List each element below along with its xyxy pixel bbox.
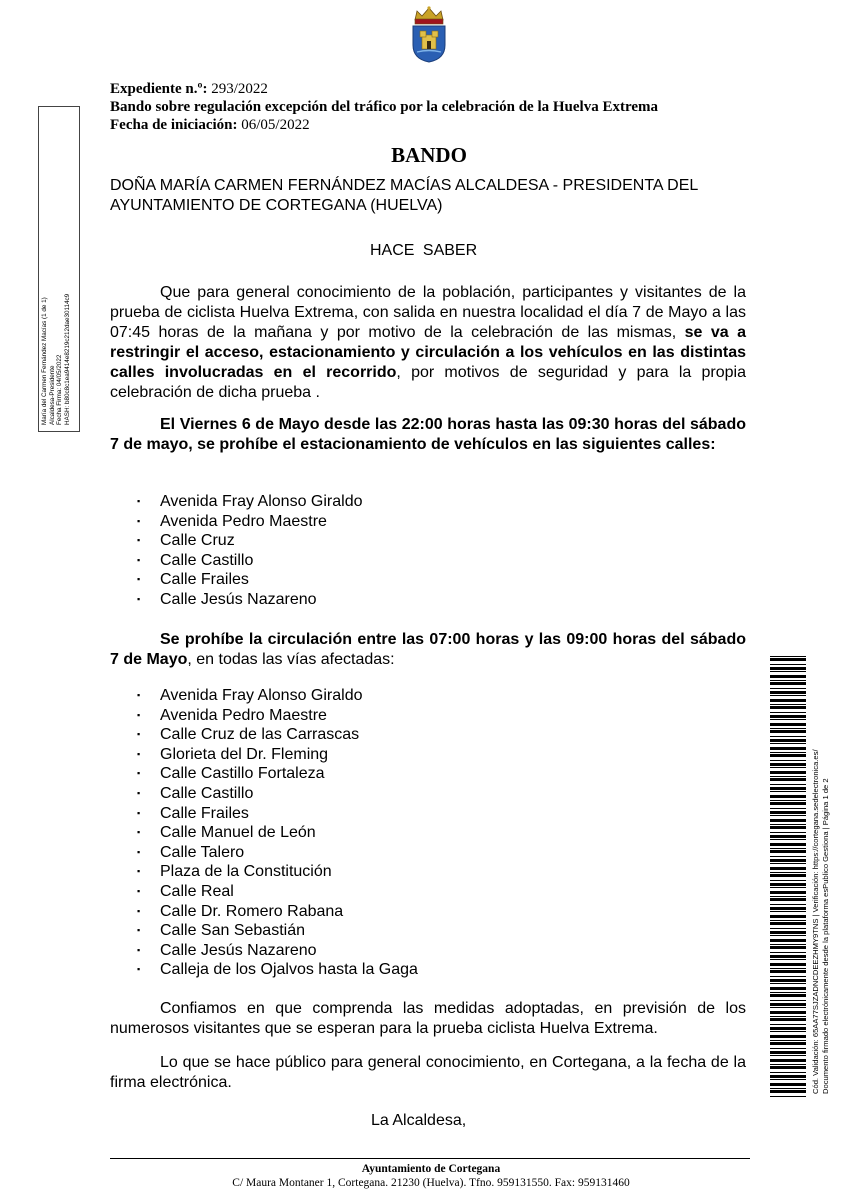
street-name: Avenida Pedro Maestre bbox=[160, 706, 327, 724]
bullet-icon: ▪ bbox=[137, 807, 141, 818]
intro-text-2: , por motivos de seguridad y para la propia celebración de dicha prueba . bbox=[110, 364, 746, 401]
street-name: Avenida Fray Alonso Giraldo bbox=[160, 493, 363, 510]
barcode-bar bbox=[770, 808, 806, 809]
bullet-icon: ▪ bbox=[137, 768, 141, 779]
barcode-bar bbox=[770, 1075, 806, 1078]
bullet-icon: ▪ bbox=[137, 748, 141, 759]
barcode-bar bbox=[770, 819, 806, 822]
street-name: Calle Castillo bbox=[160, 784, 254, 802]
footer-organization: Ayuntamiento de Cortegana bbox=[361, 1163, 501, 1175]
footer-address: C/ Maura Montaner 1, Cortegana. 21230 (Huelva). Tfno. 959131550. Fax: 959131460 bbox=[232, 1177, 630, 1189]
document-header bbox=[110, 80, 658, 134]
stamp-hash: HASH: b80c8c1ea9414e8219c212dae30114c9 bbox=[63, 293, 71, 425]
document-title: BANDO bbox=[391, 143, 467, 167]
barcode-bar bbox=[770, 843, 806, 846]
street-name: Calle Cruz de las Carrascas bbox=[160, 726, 360, 744]
barcode-bar bbox=[770, 959, 806, 960]
bullet-icon: ▪ bbox=[137, 515, 141, 526]
barcode-bar bbox=[770, 839, 806, 840]
barcode-bar bbox=[770, 928, 806, 929]
barcode-bar bbox=[770, 832, 806, 833]
signature: La Alcaldesa, bbox=[371, 1112, 467, 1129]
circulation-notice-rest: , en todas las vías afectadas: bbox=[187, 651, 395, 668]
barcode-bar bbox=[770, 752, 806, 753]
street-list-item bbox=[136, 823, 418, 843]
barcode-bar bbox=[770, 874, 806, 877]
barcode-icon bbox=[770, 656, 806, 1099]
barcode-bar bbox=[770, 776, 806, 777]
barcode-bar bbox=[770, 1083, 806, 1086]
barcode-bar bbox=[770, 1079, 806, 1080]
barcode-bar bbox=[770, 1066, 806, 1069]
barcode-bar bbox=[770, 712, 806, 713]
barcode-bar bbox=[770, 867, 806, 870]
bullet-icon: ▪ bbox=[137, 554, 141, 565]
bullet-icon: ▪ bbox=[137, 574, 141, 585]
barcode-bar bbox=[770, 835, 806, 838]
street-name: Calle Castillo bbox=[160, 551, 254, 569]
barcode-bar bbox=[770, 767, 806, 768]
street-list-item bbox=[136, 551, 362, 571]
barcode-bar bbox=[770, 1000, 806, 1001]
street-name: Calle Castillo Fortaleza bbox=[160, 765, 325, 783]
barcode-bar bbox=[770, 848, 806, 849]
barcode-bar bbox=[770, 728, 806, 729]
barcode-bar bbox=[770, 1007, 806, 1008]
barcode-bar bbox=[770, 1064, 806, 1065]
barcode-bar bbox=[770, 859, 806, 862]
barcode-bar bbox=[770, 747, 806, 750]
barcode-bar bbox=[770, 1035, 806, 1038]
barcode-bar bbox=[770, 739, 806, 742]
barcode-bar bbox=[770, 955, 806, 958]
barcode-bar bbox=[770, 815, 806, 816]
expediente-line bbox=[110, 80, 658, 98]
barcode-bar bbox=[770, 1059, 806, 1062]
barcode-bar bbox=[770, 664, 806, 665]
barcode-bar bbox=[770, 891, 806, 894]
barcode-bar bbox=[770, 1051, 806, 1054]
bullet-icon: ▪ bbox=[137, 866, 141, 877]
barcode-bar bbox=[770, 863, 806, 864]
barcode-bar bbox=[770, 667, 806, 670]
signature-stamp-box bbox=[38, 106, 80, 432]
barcode-bar bbox=[770, 1018, 806, 1021]
barcode-bar bbox=[770, 704, 806, 705]
stamp-date: Fecha Firma: 04/05/2022 bbox=[56, 354, 63, 425]
barcode-bar bbox=[770, 970, 806, 973]
street-name: Calle Cruz bbox=[160, 532, 235, 550]
barcode-bar bbox=[770, 771, 806, 774]
barcode-bar bbox=[770, 1016, 806, 1017]
intro-text-bold: se va a restringir el acceso, estacionamiento y circulación a los vehículos en las distintas calles involucradas en el recorrido bbox=[110, 324, 747, 381]
street-list-item bbox=[136, 706, 418, 726]
bullet-icon: ▪ bbox=[137, 593, 141, 604]
barcode-bar bbox=[770, 1040, 806, 1041]
bullet-icon: ▪ bbox=[137, 496, 141, 506]
barcode-bar bbox=[770, 1003, 806, 1006]
street-name: Calle Manuel de León bbox=[160, 824, 316, 842]
barcode-bar bbox=[770, 763, 806, 766]
barcode-bar bbox=[770, 1072, 806, 1073]
barcode-bar bbox=[770, 922, 806, 925]
barcode-bar bbox=[770, 898, 806, 901]
barcode-bar bbox=[770, 675, 806, 678]
barcode-bar bbox=[770, 850, 806, 853]
bullet-icon: ▪ bbox=[137, 944, 141, 955]
barcode-bar bbox=[770, 920, 806, 921]
stamp-signer: María del Carmen Fernández Macías (1 de 1) bbox=[41, 297, 48, 425]
barcode-bar bbox=[770, 992, 806, 993]
street-list-item bbox=[136, 921, 418, 941]
intro-text-1: Que para general conocimiento de la población, participantes y visitantes de la prueba de ciclista Huelva Extrema, con salida en nuestra localidad el día 7 de Mayo a las 07:45 horas de la mañana y por motivo de la celebración de las mismas, bbox=[110, 284, 746, 341]
barcode-bar bbox=[770, 695, 806, 696]
barcode-bar bbox=[770, 778, 806, 781]
bullet-icon: ▪ bbox=[137, 905, 141, 916]
street-list-item bbox=[136, 725, 418, 745]
barcode-bar bbox=[770, 1096, 806, 1097]
barcode-bar bbox=[770, 743, 806, 744]
barcode-bar bbox=[770, 931, 806, 934]
closing-paragraph-1: Confiamos en que comprenda las medidas adoptadas, en previsión de los numerosos visitantes que se esperan para la prueba ciclista Huelva Extrema. bbox=[110, 1000, 746, 1037]
barcode-bar bbox=[770, 811, 806, 814]
barcode-bar bbox=[770, 1048, 806, 1049]
bullet-icon: ▪ bbox=[137, 535, 141, 546]
verification-text bbox=[811, 654, 831, 1094]
barcode-bar bbox=[770, 658, 806, 661]
street-name: Avenida Pedro Maestre bbox=[160, 512, 327, 530]
barcode-bar bbox=[770, 987, 806, 990]
street-name: Calle Frailes bbox=[160, 804, 249, 822]
barcode-bar bbox=[770, 730, 806, 733]
bullet-icon: ▪ bbox=[137, 846, 141, 857]
barcode-bar bbox=[770, 719, 806, 720]
barcode-bar bbox=[770, 915, 806, 918]
street-list-item bbox=[136, 784, 418, 804]
barcode-bar bbox=[770, 907, 806, 910]
street-name: Calle Dr. Romero Rabana bbox=[160, 902, 344, 920]
barcode-bar bbox=[770, 904, 806, 905]
barcode-bar bbox=[770, 1024, 806, 1025]
street-list-item bbox=[136, 843, 418, 863]
street-name: Calleja de los Ojalvos hasta la Gaga bbox=[160, 961, 418, 979]
barcode-bar bbox=[770, 826, 806, 829]
street-name: Calle Jesús Nazareno bbox=[160, 590, 317, 608]
bullet-icon: ▪ bbox=[137, 690, 141, 700]
street-list-item bbox=[136, 686, 418, 706]
barcode-bar bbox=[770, 760, 806, 761]
barcode-bar bbox=[770, 754, 806, 757]
barcode-bar bbox=[770, 968, 806, 969]
street-list-item bbox=[136, 960, 418, 980]
barcode-bar bbox=[770, 1042, 806, 1045]
barcode-bar bbox=[770, 706, 806, 709]
street-list-item bbox=[136, 764, 418, 784]
closing-paragraph-2: Lo que se hace público para general conocimiento, en Cortegana, a la fecha de la firma electrónica. bbox=[110, 1054, 746, 1091]
street-name: Calle Real bbox=[160, 882, 234, 900]
street-list-item bbox=[136, 531, 362, 551]
barcode-bar bbox=[770, 680, 806, 681]
barcode-bar bbox=[770, 691, 806, 694]
bullet-icon: ▪ bbox=[137, 885, 141, 896]
barcode-bar bbox=[770, 824, 806, 825]
street-list-item bbox=[136, 745, 418, 765]
bullet-icon: ▪ bbox=[137, 925, 141, 936]
barcode-bar bbox=[770, 715, 806, 718]
verification-code: Cód. Validación: 65AA77SJZADNCDEEZHMY9TNS | Verificación: https://cortegana.sedelectronica.es/ bbox=[811, 749, 820, 1094]
barcode-bar bbox=[770, 656, 806, 657]
verification-platform: Documento firmado electrónicamente desde la plataforma esPublico Gestiona | Página 1 de 2 bbox=[821, 778, 830, 1094]
barcode-bar bbox=[770, 1055, 806, 1056]
barcode-bar bbox=[770, 723, 806, 726]
barcode-bar bbox=[770, 979, 806, 982]
bullet-icon: ▪ bbox=[137, 827, 141, 838]
street-name: Plaza de la Constitución bbox=[160, 863, 332, 881]
barcode-bar bbox=[770, 887, 806, 888]
street-list-item bbox=[136, 590, 362, 610]
barcode-bar bbox=[770, 983, 806, 984]
street-list-item bbox=[136, 941, 418, 961]
stamp-role: Alcaldesa-Presidente bbox=[48, 365, 56, 425]
bullet-icon: ▪ bbox=[137, 709, 141, 720]
barcode-bar bbox=[770, 939, 806, 942]
expediente-value: 293/2022 bbox=[211, 81, 268, 97]
barcode-bar bbox=[770, 688, 806, 689]
coat-of-arms-icon bbox=[409, 5, 449, 63]
fecha-label: Fecha de iniciación: bbox=[110, 117, 238, 133]
street-name: Calle Frailes bbox=[160, 571, 249, 589]
official-heading: DOÑA MARÍA CARMEN FERNÁNDEZ MACÍAS ALCALDESA - PRESIDENTA DEL AYUNTAMIENTO DE CORTEGANA (HUELVA) bbox=[110, 177, 698, 214]
barcode-bar bbox=[770, 682, 806, 685]
barcode-bar bbox=[770, 699, 806, 702]
street-list-item bbox=[136, 882, 418, 902]
barcode-bar bbox=[770, 952, 806, 953]
fecha-line bbox=[110, 116, 658, 134]
barcode-bar bbox=[770, 795, 806, 798]
street-name: Calle Talero bbox=[160, 843, 245, 861]
barcode-bar bbox=[770, 994, 806, 997]
street-name: Calle San Sebastián bbox=[160, 922, 305, 940]
parking-notice: El Viernes 6 de Mayo desde las 22:00 horas hasta las 09:30 horas del sábado 7 de mayo, se prohíbe el estacionamiento de vehículos en las siguientes calles: bbox=[110, 416, 746, 453]
circulation-notice-bold: Se prohíbe la circulación entre las 07:00 horas y las 09:00 horas del sábado 7 de Mayo bbox=[110, 631, 746, 668]
barcode-bar bbox=[770, 896, 806, 897]
barcode-bar bbox=[770, 1088, 806, 1089]
barcode-bar bbox=[770, 976, 806, 977]
street-list-item bbox=[136, 570, 362, 590]
barcode-bar bbox=[770, 944, 806, 945]
barcode-bar bbox=[770, 911, 806, 912]
barcode-bar bbox=[770, 935, 806, 936]
hace-saber: HACE SABER bbox=[370, 242, 478, 259]
barcode-bar bbox=[770, 1027, 806, 1030]
bullet-icon: ▪ bbox=[137, 729, 141, 740]
barcode-bar bbox=[770, 946, 806, 949]
barcode-bar bbox=[770, 671, 806, 672]
barcode-bar bbox=[770, 872, 806, 873]
circulation-notice bbox=[110, 630, 746, 670]
street-list-item bbox=[136, 902, 418, 922]
barcode-bar bbox=[770, 791, 806, 792]
street-list-item bbox=[136, 512, 362, 532]
bullet-icon: ▪ bbox=[137, 787, 141, 798]
signature-stamp-text bbox=[41, 105, 71, 425]
street-list-item bbox=[136, 804, 418, 824]
barcode-bar bbox=[770, 963, 806, 966]
barcode-bar bbox=[770, 787, 806, 790]
street-name: Glorieta del Dr. Fleming bbox=[160, 745, 329, 763]
parking-street-list bbox=[136, 492, 362, 610]
barcode-bar bbox=[770, 1011, 806, 1014]
barcode-bar bbox=[770, 800, 806, 801]
street-list-item bbox=[136, 862, 418, 882]
footer-divider bbox=[110, 1158, 750, 1159]
barcode-bar bbox=[770, 1031, 806, 1032]
document-subject: Bando sobre regulación excepción del tráfico por la celebración de la Huelva Extrema bbox=[110, 99, 659, 115]
barcode-bar bbox=[770, 736, 806, 737]
expediente-label: Expediente n.º: bbox=[110, 81, 208, 97]
barcode-bar bbox=[770, 1090, 806, 1093]
intro-paragraph bbox=[110, 283, 746, 403]
barcode-bar bbox=[770, 883, 806, 886]
barcode-bar bbox=[770, 856, 806, 857]
barcode-bar bbox=[770, 802, 806, 805]
barcode-bar bbox=[770, 880, 806, 881]
street-name: Avenida Fray Alonso Giraldo bbox=[160, 687, 363, 704]
street-list-item bbox=[136, 492, 362, 512]
street-name: Calle Jesús Nazareno bbox=[160, 941, 317, 959]
circulation-street-list bbox=[136, 686, 418, 980]
bullet-icon: ▪ bbox=[137, 964, 141, 975]
fecha-value: 06/05/2022 bbox=[241, 117, 310, 133]
barcode-bar bbox=[770, 784, 806, 785]
